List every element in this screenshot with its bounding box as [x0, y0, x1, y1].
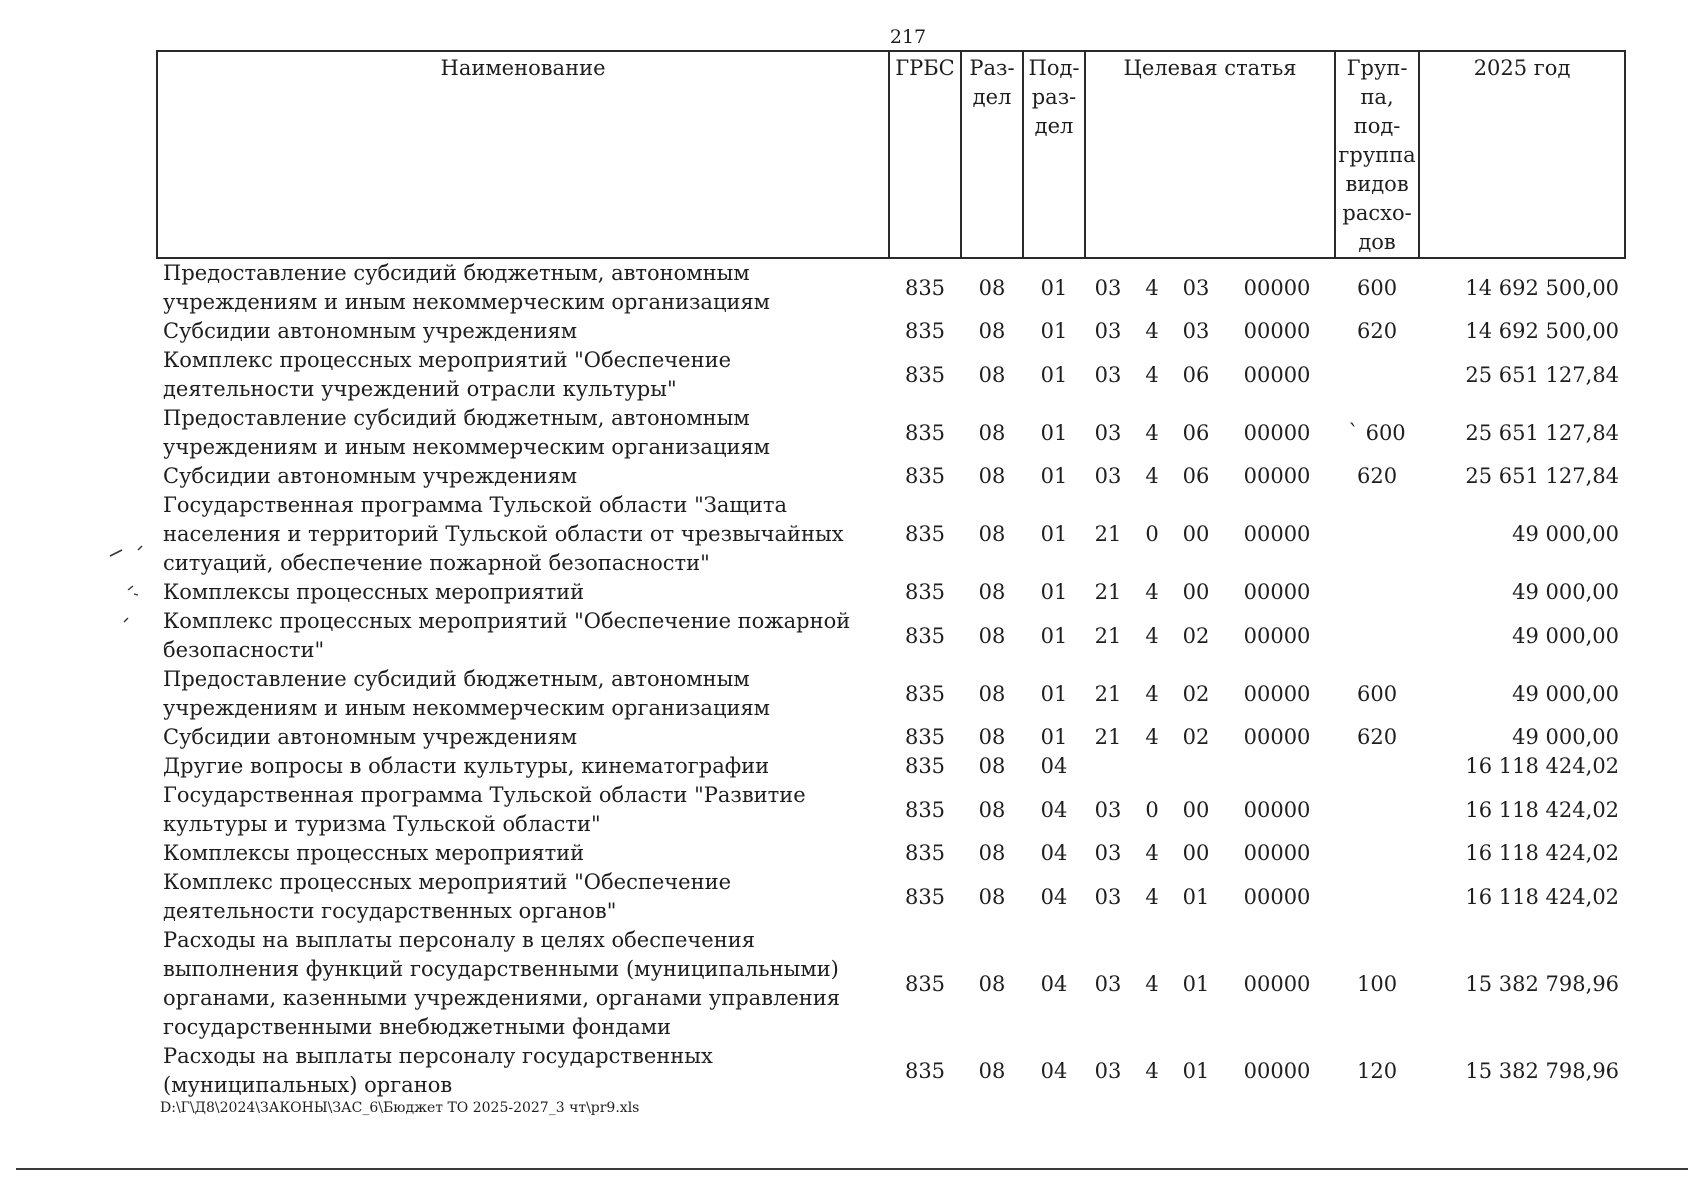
row-grbs: 835 — [904, 362, 946, 387]
row-target-type: 4 — [1145, 420, 1159, 445]
row-grbs: 835 — [904, 681, 946, 706]
row-name: Комплекс процессных мероприятий "Обеспечение деятельности учреждений отрасли культуры" — [163, 348, 732, 401]
row-grbs: 835 — [904, 884, 946, 909]
table-row — [157, 868, 1625, 926]
table-row — [157, 462, 1625, 491]
row-target-subprogram: 00 — [1182, 522, 1210, 546]
row-razdel: 08 — [978, 275, 1006, 300]
row-amount: 16 118 424,02 — [1465, 754, 1620, 778]
row-expense-group — [1335, 781, 1419, 839]
row-grbs: 835 — [904, 725, 946, 749]
header-target-article: Целевая статья — [1085, 51, 1335, 258]
row-target-subprogram: 00 — [1182, 580, 1210, 604]
row-grbs: 835 — [904, 1058, 946, 1083]
row-amount: 16 118 424,02 — [1465, 884, 1620, 909]
row-razdel: 08 — [978, 464, 1006, 488]
row-expense-group — [1335, 491, 1419, 578]
row-amount: 16 118 424,02 — [1465, 841, 1620, 865]
table-row — [157, 404, 1625, 462]
row-target-type: 4 — [1145, 464, 1159, 488]
row-target-type: 4 — [1145, 623, 1159, 648]
row-grbs: 835 — [904, 275, 946, 300]
row-target-type: 0 — [1145, 797, 1159, 822]
row-grbs: 835 — [904, 420, 946, 445]
row-target-subprogram — [1173, 752, 1219, 781]
row-target-subprogram: 01 — [1182, 971, 1210, 996]
row-target-direction: 00000 — [1243, 420, 1311, 445]
row-amount: 15 382 798,96 — [1465, 1058, 1620, 1083]
row-target-program — [1085, 752, 1131, 781]
row-amount: 14 692 500,00 — [1465, 275, 1620, 300]
row-target-program: 03 — [1094, 420, 1122, 445]
table-row — [157, 491, 1625, 578]
row-grbs: 835 — [904, 754, 946, 778]
row-name: Субсидии автономным учреждениям — [163, 464, 578, 488]
page-number: 217 — [889, 26, 927, 48]
row-target-type: 4 — [1145, 884, 1159, 909]
row-razdel: 08 — [978, 522, 1006, 546]
row-target-subprogram: 03 — [1182, 319, 1210, 343]
row-target-direction: 00000 — [1243, 522, 1311, 546]
row-amount: 49 000,00 — [1512, 580, 1620, 604]
row-target-type: 0 — [1145, 522, 1159, 546]
row-expense-group: 620 — [1357, 725, 1398, 749]
row-target-type: 4 — [1145, 841, 1159, 865]
row-expense-group: 120 — [1357, 1058, 1398, 1083]
row-target-direction: 00000 — [1243, 841, 1311, 865]
row-target-direction: 00000 — [1243, 681, 1311, 706]
header-grbs: ГРБС — [889, 51, 961, 258]
row-grbs: 835 — [904, 580, 946, 604]
row-name: Государственная программа Тульской области "Развитие культуры и туризма Тульской области" — [163, 783, 806, 836]
header-razdel: Раз-дел — [961, 51, 1023, 258]
table-row — [157, 346, 1625, 404]
row-amount: 25 651 127,84 — [1465, 464, 1620, 488]
row-target-program: 03 — [1094, 971, 1122, 996]
table-row — [157, 317, 1625, 346]
row-razdel: 08 — [978, 580, 1006, 604]
row-target-subprogram: 06 — [1182, 420, 1210, 445]
row-podrazdel: 04 — [1040, 754, 1068, 778]
row-name: Расходы на выплаты персоналу в целях обеспечения выполнения функций государственными (муниципальными) органами, казенными учреждениями, органами управления государственными внебюджетными фондами — [163, 928, 841, 1039]
row-target-type: 4 — [1145, 1058, 1159, 1083]
row-podrazdel: 04 — [1040, 797, 1068, 822]
row-expense-group — [1335, 752, 1419, 781]
row-target-subprogram: 06 — [1182, 362, 1210, 387]
row-target-program: 21 — [1094, 522, 1122, 546]
table-body — [157, 258, 1625, 1100]
row-target-subprogram: 02 — [1182, 725, 1210, 749]
row-target-direction: 00000 — [1243, 1058, 1311, 1083]
row-name: Другие вопросы в области культуры, кинематографии — [163, 754, 770, 778]
table-row — [157, 1042, 1625, 1100]
row-grbs: 835 — [904, 319, 946, 343]
row-name: Государственная программа Тульской области "Защита населения и территорий Тульской области от чрезвычайных ситуаций, обеспечение пожарной безопасности" — [163, 493, 844, 575]
row-name: Предоставление субсидий бюджетным, автономным учреждениям и иным некоммерческим организациям — [163, 261, 771, 314]
row-target-subprogram: 01 — [1182, 1058, 1210, 1083]
row-podrazdel: 04 — [1040, 841, 1068, 865]
row-grbs: 835 — [904, 797, 946, 822]
row-target-direction: 00000 — [1243, 580, 1311, 604]
row-target-direction: 00000 — [1243, 884, 1311, 909]
row-razdel: 08 — [978, 1058, 1006, 1083]
row-amount: 49 000,00 — [1512, 725, 1620, 749]
table-row — [157, 926, 1625, 1042]
row-razdel: 08 — [978, 362, 1006, 387]
row-grbs: 835 — [904, 623, 946, 648]
row-podrazdel: 01 — [1040, 420, 1068, 445]
row-razdel: 08 — [978, 681, 1006, 706]
row-target-program: 21 — [1094, 580, 1122, 604]
row-target-program: 03 — [1094, 1058, 1122, 1083]
row-podrazdel: 01 — [1040, 681, 1068, 706]
row-target-direction: 00000 — [1243, 319, 1311, 343]
row-razdel: 08 — [978, 971, 1006, 996]
row-name: Комплекс процессных мероприятий "Обеспечение пожарной безопасности" — [163, 609, 851, 662]
header-podrazdel: Под-раз-дел — [1023, 51, 1085, 258]
row-amount: 49 000,00 — [1512, 681, 1620, 706]
table-row — [157, 723, 1625, 752]
row-podrazdel: 04 — [1040, 1058, 1068, 1083]
row-target-type: 4 — [1145, 275, 1159, 300]
row-podrazdel: 01 — [1040, 623, 1068, 648]
row-amount: 14 692 500,00 — [1465, 319, 1620, 343]
row-target-direction — [1219, 752, 1335, 781]
header-expense-group: Груп-па, под-группа видов расхо-дов — [1335, 51, 1419, 258]
row-expense-group: ` 600 — [1348, 420, 1406, 445]
row-target-direction: 00000 — [1243, 623, 1311, 648]
row-target-program: 03 — [1094, 797, 1122, 822]
row-razdel: 08 — [978, 420, 1006, 445]
row-target-program: 03 — [1094, 841, 1122, 865]
bottom-divider — [16, 1168, 1688, 1170]
row-razdel: 08 — [978, 884, 1006, 909]
row-name: Комплексы процессных мероприятий — [163, 580, 585, 604]
row-razdel: 08 — [978, 797, 1006, 822]
header-name: Наименование — [157, 51, 889, 258]
table-row — [157, 665, 1625, 723]
table-row — [157, 839, 1625, 868]
row-expense-group: 600 — [1357, 681, 1398, 706]
row-target-type: 4 — [1145, 681, 1159, 706]
table-row — [157, 781, 1625, 839]
row-target-program: 03 — [1094, 319, 1122, 343]
row-target-subprogram: 02 — [1182, 623, 1210, 648]
row-target-program: 03 — [1094, 464, 1122, 488]
row-target-direction: 00000 — [1243, 362, 1311, 387]
table-row — [157, 258, 1625, 317]
row-razdel: 08 — [978, 623, 1006, 648]
row-name: Предоставление субсидий бюджетным, автономным учреждениям и иным некоммерческим организациям — [163, 406, 771, 459]
file-path-footer: D:\Г\Д8\2024\ЗАКОНЫ\ЗАС_6\Бюджет ТО 2025-2027_3 чт\pr9.xls — [160, 1100, 640, 1116]
row-target-type: 4 — [1145, 580, 1159, 604]
row-expense-group — [1335, 346, 1419, 404]
row-target-type: 4 — [1145, 725, 1159, 749]
row-amount: 49 000,00 — [1512, 522, 1620, 546]
row-expense-group — [1335, 868, 1419, 926]
row-razdel: 08 — [978, 841, 1006, 865]
row-target-subprogram: 06 — [1182, 464, 1210, 488]
row-podrazdel: 04 — [1040, 971, 1068, 996]
table-row — [157, 578, 1625, 607]
row-target-subprogram: 01 — [1182, 884, 1210, 909]
row-razdel: 08 — [978, 754, 1006, 778]
row-target-program: 03 — [1094, 362, 1122, 387]
budget-table — [156, 50, 1626, 1100]
row-target-program: 03 — [1094, 884, 1122, 909]
row-expense-group — [1335, 839, 1419, 868]
row-expense-group — [1335, 578, 1419, 607]
row-podrazdel: 01 — [1040, 275, 1068, 300]
row-amount: 25 651 127,84 — [1465, 362, 1620, 387]
row-expense-group: 100 — [1357, 971, 1398, 996]
pen-mark-decoration — [100, 540, 160, 640]
row-target-subprogram: 00 — [1182, 841, 1210, 865]
header-year-2025: 2025 год — [1419, 51, 1625, 258]
row-target-subprogram: 00 — [1182, 797, 1210, 822]
row-target-program: 21 — [1094, 725, 1122, 749]
row-target-direction: 00000 — [1243, 275, 1311, 300]
row-expense-group: 620 — [1357, 464, 1398, 488]
row-target-subprogram: 02 — [1182, 681, 1210, 706]
row-name: Субсидии автономным учреждениям — [163, 725, 578, 749]
row-target-type: 4 — [1145, 319, 1159, 343]
row-amount: 25 651 127,84 — [1465, 420, 1620, 445]
row-razdel: 08 — [978, 725, 1006, 749]
row-podrazdel: 01 — [1040, 464, 1068, 488]
row-grbs: 835 — [904, 464, 946, 488]
row-grbs: 835 — [904, 971, 946, 996]
row-target-direction: 00000 — [1243, 725, 1311, 749]
row-podrazdel: 01 — [1040, 362, 1068, 387]
row-target-subprogram: 03 — [1182, 275, 1210, 300]
table-row — [157, 607, 1625, 665]
row-target-program: 03 — [1094, 275, 1122, 300]
row-target-direction: 00000 — [1243, 797, 1311, 822]
row-podrazdel: 04 — [1040, 884, 1068, 909]
row-podrazdel: 01 — [1040, 580, 1068, 604]
row-expense-group: 600 — [1357, 275, 1398, 300]
row-amount: 15 382 798,96 — [1465, 971, 1620, 996]
row-expense-group — [1335, 607, 1419, 665]
row-target-type — [1131, 752, 1173, 781]
row-target-direction: 00000 — [1243, 971, 1311, 996]
row-amount: 49 000,00 — [1512, 623, 1620, 648]
row-name: Субсидии автономным учреждениям — [163, 319, 578, 343]
row-grbs: 835 — [904, 522, 946, 546]
row-amount: 16 118 424,02 — [1465, 797, 1620, 822]
table-header-row — [157, 51, 1625, 258]
row-name: Предоставление субсидий бюджетным, автономным учреждениям и иным некоммерческим организациям — [163, 667, 771, 720]
row-target-direction: 00000 — [1243, 464, 1311, 488]
row-podrazdel: 01 — [1040, 522, 1068, 546]
row-name: Комплексы процессных мероприятий — [163, 841, 585, 865]
row-target-type: 4 — [1145, 362, 1159, 387]
table-row — [157, 752, 1625, 781]
row-expense-group: 620 — [1357, 319, 1398, 343]
row-name: Комплекс процессных мероприятий "Обеспечение деятельности государственных органов" — [163, 870, 732, 923]
row-podrazdel: 01 — [1040, 725, 1068, 749]
row-target-type: 4 — [1145, 971, 1159, 996]
row-podrazdel: 01 — [1040, 319, 1068, 343]
row-target-program: 21 — [1094, 681, 1122, 706]
row-razdel: 08 — [978, 319, 1006, 343]
row-name: Расходы на выплаты персоналу государственных (муниципальных) органов — [163, 1044, 713, 1097]
row-grbs: 835 — [904, 841, 946, 865]
row-target-program: 21 — [1094, 623, 1122, 648]
